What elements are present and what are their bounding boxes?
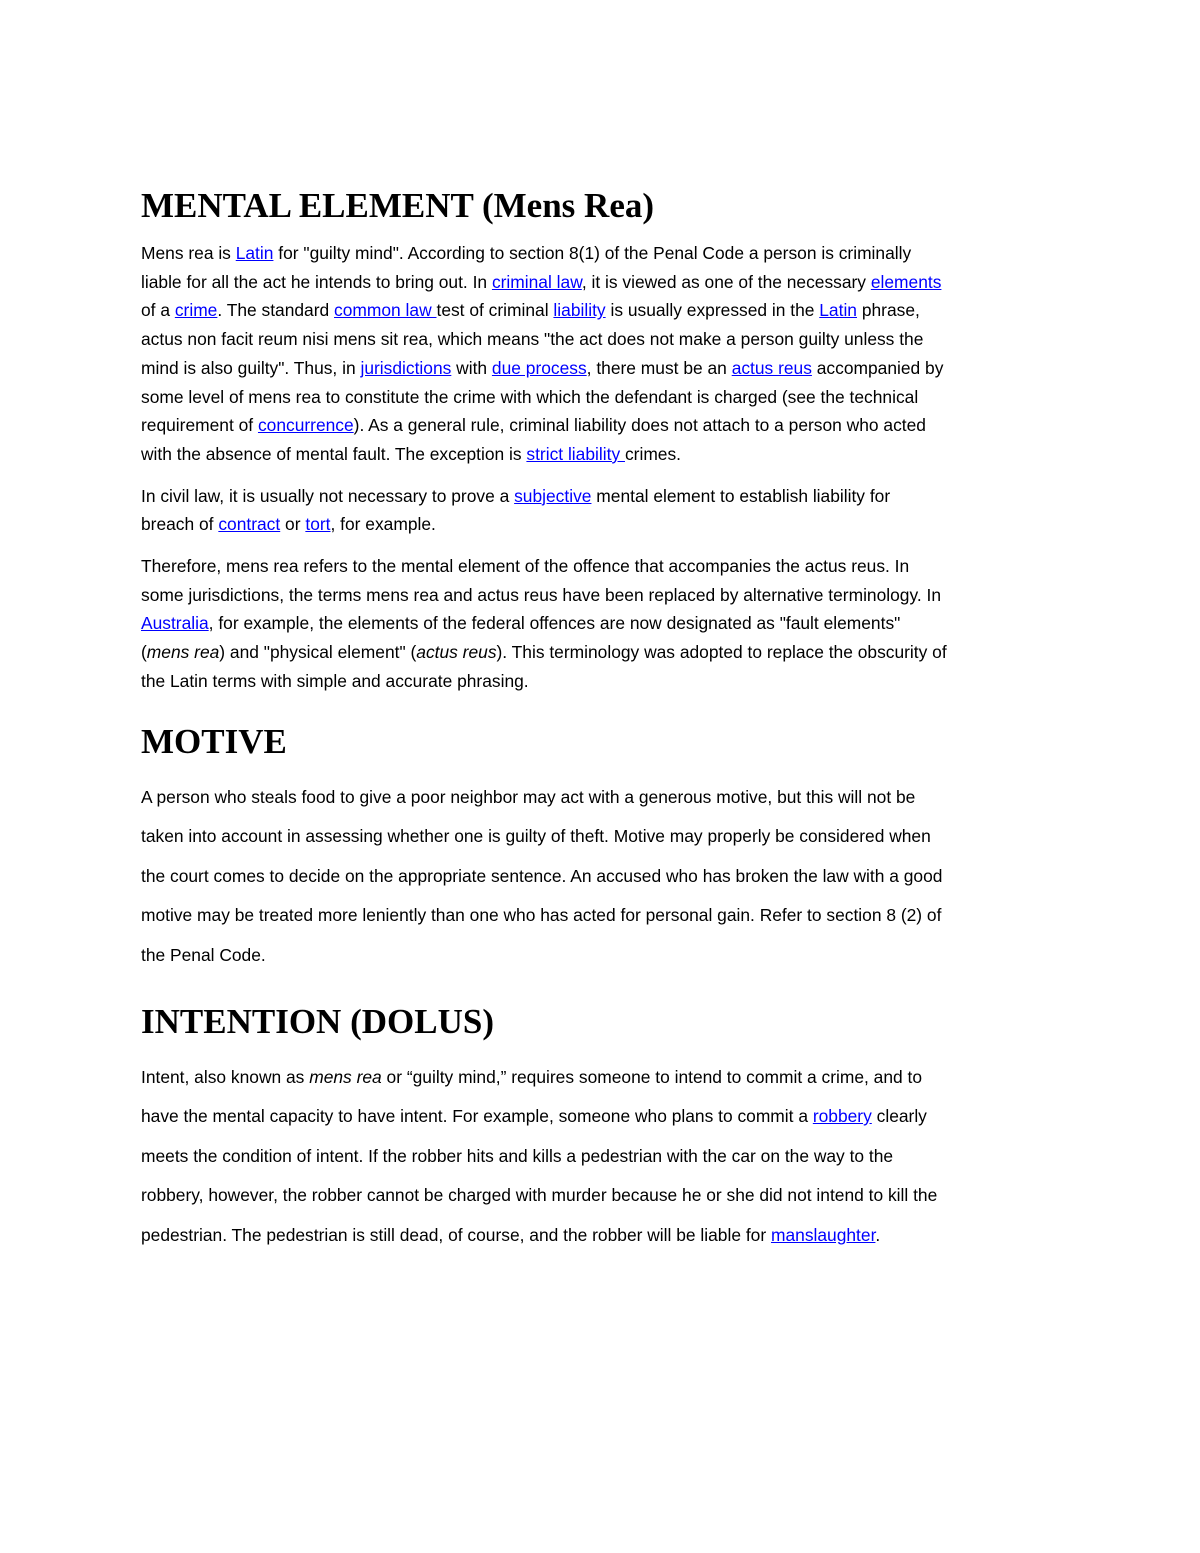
link-jurisdictions[interactable]: jurisdictions	[360, 357, 452, 378]
paragraph-civil-law	[141, 482, 1066, 539]
text-line: some level of mens rea to constitute the crime with which the defendant is charged (see the technical	[141, 386, 919, 407]
text: ). This terminology was adopted to replace the obscurity of	[496, 642, 947, 663]
link-latin[interactable]: Latin	[235, 243, 274, 263]
text: or	[280, 514, 306, 535]
text-line: motive may be treated more leniently than one who has acted for personal gain. Refer to section 8 (2) of	[141, 905, 942, 926]
link-tort[interactable]: tort	[305, 514, 331, 535]
heading-intention: INTENTION (DOLUS)	[141, 1001, 494, 1041]
text: crimes.	[624, 443, 682, 464]
text: of a	[141, 300, 175, 321]
text: liable for all the act he intends to bring out. In	[141, 271, 492, 292]
italic-text: mens rea	[309, 1066, 382, 1087]
text: (	[141, 642, 147, 663]
text-line: meets the condition of intent. If the robber hits and kills a pedestrian with the car on the way to the	[141, 1145, 894, 1166]
text: , for example.	[330, 514, 436, 535]
text: test of criminal	[436, 300, 554, 321]
text-line: actus non facit reum nisi mens sit rea, which means "the act does not make a person guilty unless the	[141, 329, 924, 350]
text: In civil law, it is usually not necessary to prove a	[141, 485, 515, 506]
paragraph-fault-elements	[141, 552, 1066, 696]
text: , it is viewed as one of the necessary	[581, 271, 871, 292]
link-crime[interactable]: crime	[174, 300, 218, 321]
text: pedestrian. The pedestrian is still dead, of course, and the robber will be liable for	[141, 1224, 771, 1245]
text: breach of	[141, 514, 219, 535]
link-due-process[interactable]: due process	[491, 357, 587, 378]
link-subjective[interactable]: subjective	[514, 485, 592, 506]
text-line: the court comes to decide on the appropriate sentence. An accused who has broken the law with a good	[141, 865, 943, 886]
heading-mental-element: MENTAL ELEMENT (Mens Rea)	[141, 186, 655, 225]
link-actus-reus[interactable]: actus reus	[731, 357, 812, 378]
link-manslaughter[interactable]: manslaughter	[770, 1224, 876, 1245]
link-strict-liability[interactable]: strict liability	[526, 443, 625, 464]
text: Intent, also known as	[141, 1066, 310, 1087]
text-line: the Latin terms with simple and accurate phrasing.	[141, 670, 529, 691]
text: or “guilty mind,” requires someone to intend to commit a crime, and to	[381, 1066, 923, 1087]
text: , there must be an	[586, 357, 732, 378]
link-robbery[interactable]: robbery	[812, 1106, 872, 1127]
text: with	[451, 357, 492, 378]
paragraph-mens-rea-definition	[141, 239, 1066, 469]
text-line: A person who steals food to give a poor neighbor may act with a generous motive, but this will not be	[141, 786, 916, 807]
text-line: some jurisdictions, the terms mens rea and actus reus have been replaced by alternative terminology. In	[141, 584, 942, 605]
text-line: taken into account in assessing whether one is guilty of theft. Motive may properly be considered when	[141, 826, 931, 847]
text-line: robbery, however, the robber cannot be charged with murder because he or she did not intend to kill the	[141, 1185, 938, 1206]
text: mind is also guilty". Thus, in	[141, 357, 361, 378]
text: have the mental capacity to have intent. For example, someone who plans to commit a	[141, 1106, 813, 1127]
italic-text: mens rea	[146, 642, 220, 663]
text: . The standard	[217, 300, 335, 321]
text: phrase,	[856, 300, 920, 321]
paragraph-motive	[141, 778, 1066, 976]
link-elements[interactable]: elements	[870, 271, 942, 292]
text: accompanied by	[811, 357, 944, 378]
text: for "guilty mind". According to section 8(1) of the Penal Code a person is criminally	[273, 243, 912, 263]
text: is usually expressed in the	[605, 300, 820, 321]
link-latin-2[interactable]: Latin	[819, 300, 857, 321]
text: requirement of	[141, 415, 258, 436]
text: clearly	[871, 1106, 927, 1127]
heading-motive: MOTIVE	[141, 721, 287, 761]
text: Mens rea is	[141, 243, 236, 263]
link-contract[interactable]: contract	[218, 514, 281, 535]
text: mental element to establish liability for	[591, 485, 891, 506]
link-criminal-law[interactable]: criminal law	[491, 271, 582, 292]
paragraph-intention	[141, 1058, 1066, 1256]
text: ) and "physical element" (	[219, 642, 417, 663]
text: .	[875, 1224, 881, 1245]
italic-text: actus reus	[416, 642, 497, 663]
text-line: Therefore, mens rea refers to the mental element of the offence that accompanies the actus reus. In	[141, 556, 910, 577]
text-line: the Penal Code.	[141, 944, 266, 965]
document-page	[141, 186, 1066, 1255]
link-liability[interactable]: liability	[553, 300, 606, 321]
text: ). As a general rule, criminal liability does not attach to a person who acted	[353, 415, 926, 436]
text: with the absence of mental fault. The exception is	[141, 443, 527, 464]
link-australia[interactable]: Australia	[141, 613, 209, 634]
text: , for example, the elements of the federal offences are now designated as "fault elements"	[208, 613, 901, 634]
link-common-law[interactable]: common law	[334, 300, 437, 321]
link-concurrence[interactable]: concurrence	[257, 415, 354, 436]
